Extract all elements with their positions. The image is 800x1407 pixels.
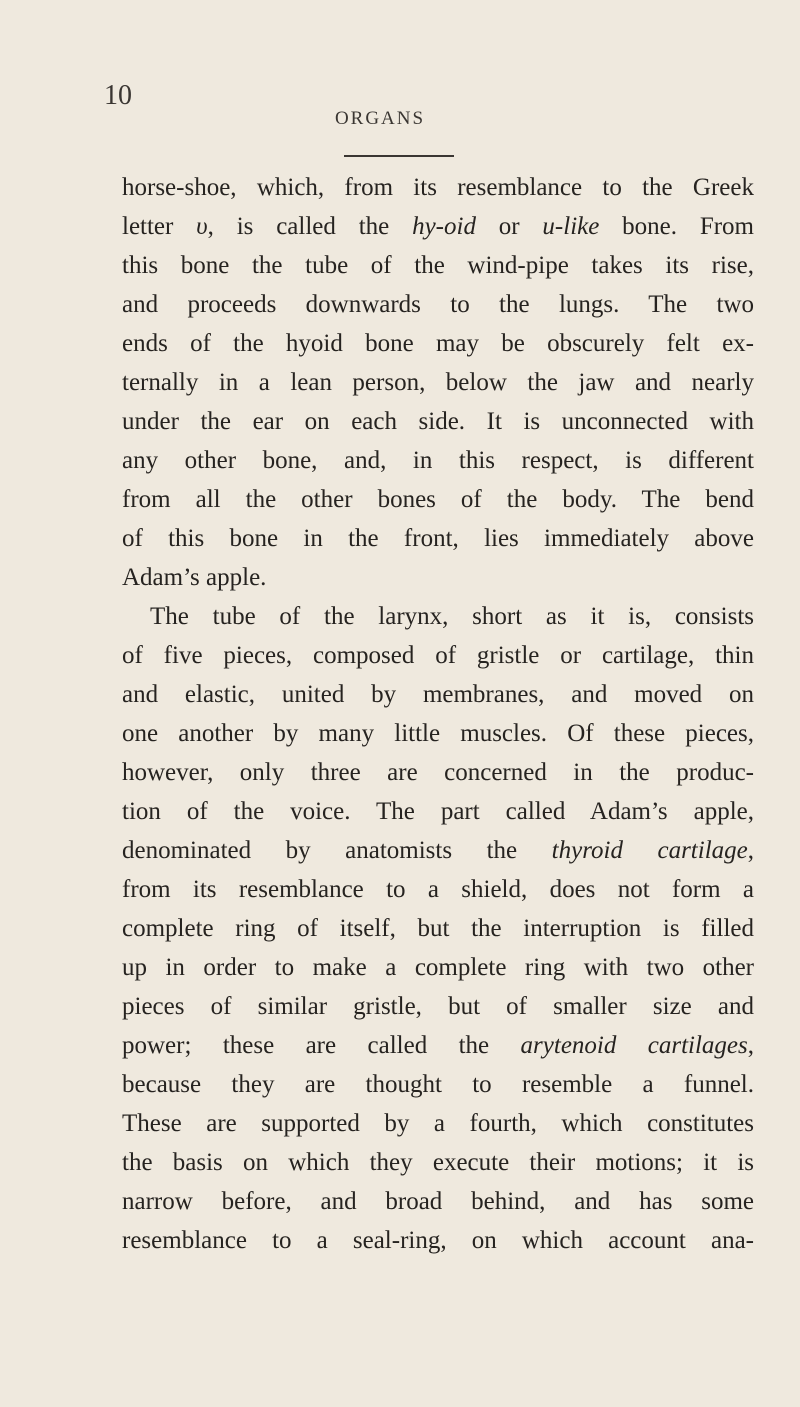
text-segment: or: [475, 213, 543, 240]
text-segment: tion of the voice. The part called Adam’s apple,: [122, 798, 754, 825]
text-line: [122, 636, 754, 675]
text-segment: horse-shoe, which, from its resemblance to the Greek: [122, 174, 754, 201]
text-line: [122, 675, 754, 714]
text-line: [122, 207, 754, 246]
text-segment: of this bone in the front, lies immediately above: [122, 525, 754, 552]
text-segment: under the ear on each side. It is unconnected with: [122, 408, 754, 435]
text-segment: denominated by anatomists the: [122, 837, 552, 864]
text-line: [122, 285, 754, 324]
text-line: [122, 558, 754, 597]
text-line: [122, 324, 754, 363]
text-segment: one another by many little muscles. Of these pieces,: [122, 720, 754, 747]
italic-term: thyroid cartilage: [551, 837, 748, 864]
text-line: [122, 948, 754, 987]
text-segment: however, only three are concerned in the produc-: [122, 759, 754, 786]
text-segment: Adam’s apple.: [122, 564, 267, 591]
text-line: [122, 246, 754, 285]
text-line: [122, 753, 754, 792]
body-text: [122, 168, 754, 1260]
text-line: [122, 1065, 754, 1104]
text-line: [122, 1182, 754, 1221]
text-line: [122, 363, 754, 402]
text-segment: power; these are called the: [122, 1032, 521, 1059]
text-segment: up in order to make a complete ring with two other: [122, 954, 754, 981]
text-segment: the basis on which they execute their motions; it is: [122, 1149, 754, 1176]
text-line: [122, 792, 754, 831]
text-line: [122, 597, 754, 636]
text-segment: ends of the hyoid bone may be obscurely felt ex-: [122, 330, 754, 357]
text-line: [122, 714, 754, 753]
text-segment: , is called the: [207, 213, 413, 240]
text-line: [122, 831, 754, 870]
text-segment: narrow before, and broad behind, and has some: [122, 1188, 754, 1215]
text-line: [122, 441, 754, 480]
italic-term: υ: [196, 213, 208, 240]
text-segment: ternally in a lean person, below the jaw and nearly: [122, 369, 754, 396]
italic-term: hy-oid: [412, 213, 476, 240]
text-line: [122, 1026, 754, 1065]
text-segment: because they are thought to resemble a funnel.: [122, 1071, 754, 1098]
running-head: ORGANS: [334, 108, 426, 129]
text-segment: this bone the tube of the wind-pipe takes its rise,: [122, 252, 754, 279]
text-line: [122, 168, 754, 207]
text-segment: These are supported by a fourth, which constitutes: [122, 1110, 754, 1137]
text-segment: ,: [747, 837, 754, 864]
text-line: [122, 1221, 754, 1260]
text-segment: ,: [747, 1032, 754, 1059]
text-segment: letter: [122, 213, 197, 240]
text-line: [122, 402, 754, 441]
text-segment: bone. From: [599, 213, 754, 240]
text-segment: pieces of similar gristle, but of smaller size and: [122, 993, 754, 1020]
text-line: [122, 987, 754, 1026]
text-segment: resemblance to a seal-ring, on which account ana-: [122, 1227, 754, 1254]
text-line: [122, 909, 754, 948]
italic-term: u-like: [542, 213, 600, 240]
text-line: [122, 1143, 754, 1182]
text-line: [122, 1104, 754, 1143]
header-rule: [344, 155, 454, 157]
text-line: [122, 480, 754, 519]
text-segment: and proceeds downwards to the lungs. The two: [122, 291, 754, 318]
text-segment: from its resemblance to a shield, does not form a: [122, 876, 754, 903]
text-segment: of five pieces, composed of gristle or cartilage, thin: [122, 642, 754, 669]
text-segment: complete ring of itself, but the interruption is filled: [122, 915, 754, 942]
text-segment: The tube of the larynx, short as it is, consists: [150, 603, 754, 630]
text-segment: and elastic, united by membranes, and moved on: [122, 681, 754, 708]
text-segment: any other bone, and, in this respect, is different: [122, 447, 754, 474]
text-line: [122, 519, 754, 558]
text-line: [122, 870, 754, 909]
text-segment: from all the other bones of the body. The bend: [122, 486, 754, 513]
page-number: 10: [104, 80, 132, 111]
italic-term: arytenoid cartilages: [520, 1032, 748, 1059]
